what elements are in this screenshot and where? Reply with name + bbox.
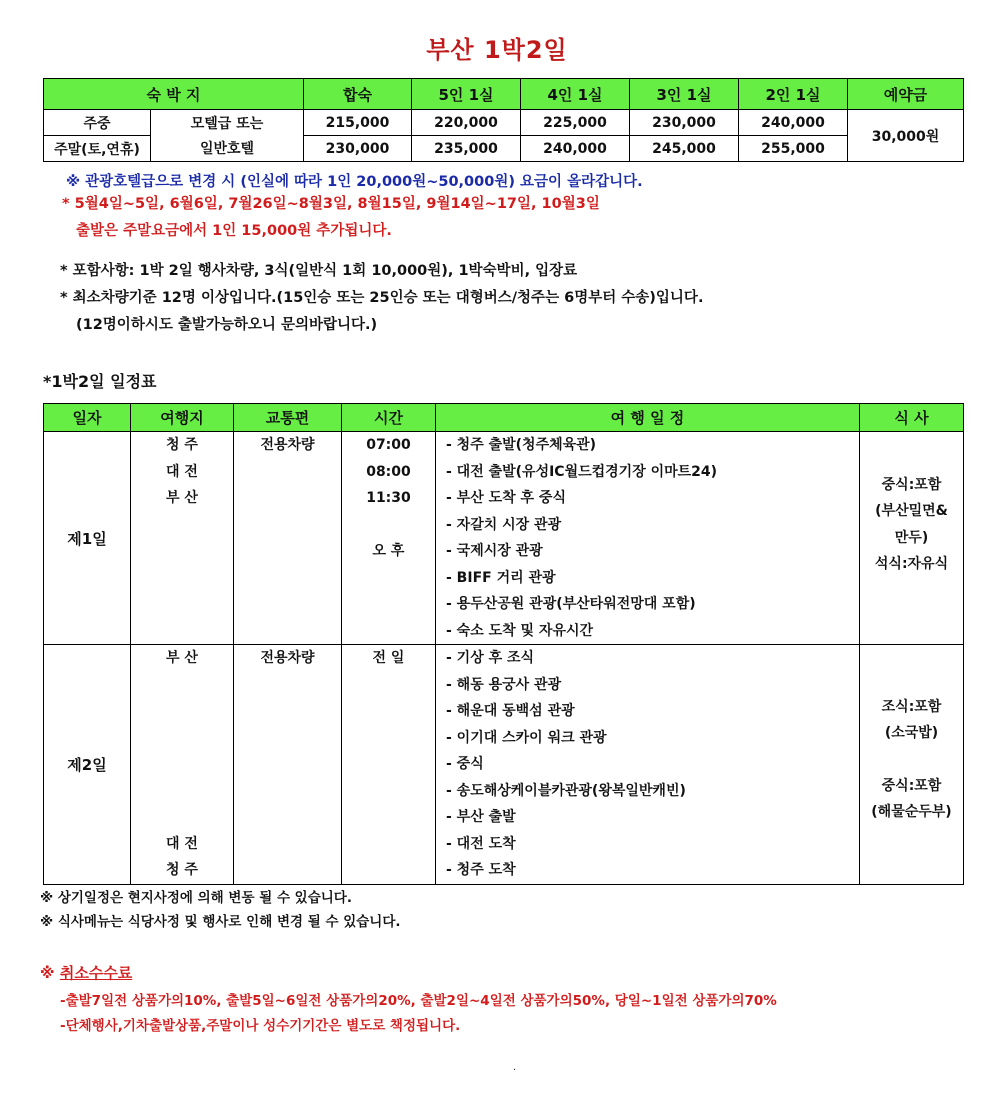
- schedule-title: *1박2일 일정표: [43, 372, 157, 391]
- itinerary-item: - 기상 후 조식: [446, 650, 535, 666]
- header-itinerary: 여 행 일 정: [436, 404, 860, 432]
- day1-places: [131, 432, 234, 645]
- day2-label: 제2일: [44, 645, 131, 885]
- itinerary-item: - 용두산공원 관광(부산타워전망대 포함): [446, 596, 696, 612]
- itinerary-item: - 대전 출발(유성IC월드컵경기장 이마트24): [446, 463, 718, 480]
- day1-label: 제1일: [44, 432, 131, 645]
- day1-times: [342, 432, 436, 645]
- meal: (해물순두부): [871, 804, 952, 820]
- header-5p: 5인 1실: [412, 79, 521, 110]
- place: 청 주: [166, 862, 198, 878]
- place: 청 주: [166, 437, 198, 453]
- meal: 만두): [894, 529, 929, 546]
- lodging-top: 모텔급 또는: [151, 110, 304, 136]
- header-group: 합숙: [304, 79, 412, 110]
- header-deposit: 예약금: [848, 79, 964, 110]
- itinerary-item: - 중식: [446, 756, 484, 772]
- price-cell: 255,000: [739, 136, 848, 162]
- time: 08:00: [366, 463, 411, 480]
- day2-items: [436, 645, 860, 885]
- meal: (소국밥): [884, 725, 939, 741]
- time: 전 일: [372, 650, 405, 666]
- price-cell: 245,000: [630, 136, 739, 162]
- footnote-change: ※ 상기일정은 현지사정에 의해 변동 될 수 있습니다.: [40, 890, 352, 906]
- note-dates-extra: 출발은 주말요금에서 1인 15,000원 추가됩니다.: [76, 223, 392, 239]
- itinerary-item: - BIFF 거리 관광: [446, 569, 556, 586]
- day1-meals: [860, 432, 964, 645]
- meal: 석식:자유식: [874, 556, 949, 572]
- itinerary-item: - 해운대 동백섬 관광: [446, 703, 575, 719]
- cancellation-title: [40, 962, 132, 983]
- note-upgrade: ※ 관광호텔급으로 변경 시 (인실에 따라 1인 20,000원~50,000원) 요금이 올라갑니다.: [66, 174, 643, 190]
- price-cell: 220,000: [412, 110, 521, 136]
- price-cell: 235,000: [412, 136, 521, 162]
- meal: (부산밀면&: [875, 503, 948, 519]
- meal: 중식:포함: [881, 476, 942, 493]
- note-minimum: * 최소차량기준 12명 이상입니다.(15인승 또는 25인승 또는 대형버스/청주는 6명부터 수송)입니다.: [60, 290, 704, 306]
- header-day: 일자: [44, 404, 131, 432]
- place: 부 산: [166, 650, 198, 666]
- place: 대 전: [166, 463, 198, 480]
- itinerary-item: - 송도해상케이블카관광(왕복일반캐빈): [446, 782, 686, 799]
- note-minimum-extra: (12명이하시도 출발가능하오니 문의바랍니다.): [76, 317, 378, 333]
- header-meal: 식 사: [860, 404, 964, 432]
- itinerary-item: - 국제시장 관광: [446, 543, 543, 559]
- place: 부 산: [166, 490, 198, 506]
- day2-meals: [860, 645, 964, 885]
- header-3p: 3인 1실: [630, 79, 739, 110]
- header-2p: 2인 1실: [739, 79, 848, 110]
- itinerary-item: - 해동 용궁사 관광: [446, 676, 562, 693]
- meal: 중식:포함: [881, 777, 942, 794]
- itinerary-item: - 청주 출발(청주체육관): [446, 437, 597, 453]
- footnote-menu: ※ 식사메뉴는 식당사정 및 행사로 인해 변경 될 수 있습니다.: [40, 914, 401, 930]
- lodging-bottom: 일반호텔: [151, 136, 304, 162]
- itinerary-item: - 부산 도착 후 중식: [446, 490, 566, 506]
- cancellation-mark: ※: [40, 964, 55, 982]
- cancellation-line-2: -단체행사,기차출발상품,주말이나 성수기기간은 별도로 책정됩니다.: [60, 1018, 461, 1034]
- time: 07:00: [366, 437, 411, 453]
- header-transport: 교통편: [234, 404, 342, 432]
- header-place: 여행지: [131, 404, 234, 432]
- price-cell: 230,000: [304, 136, 412, 162]
- meal: 조식:포함: [881, 698, 942, 715]
- deposit-value: 30,000원: [848, 110, 964, 162]
- transport: 전용차량: [260, 437, 315, 453]
- price-cell: 215,000: [304, 110, 412, 136]
- itinerary-item: - 자갈치 시장 관광: [446, 516, 562, 533]
- time: 11:30: [366, 490, 411, 506]
- itinerary-item: - 숙소 도착 및 자유시간: [446, 622, 594, 639]
- page-title: 부산 1박2일: [426, 36, 568, 64]
- day1-transport: [234, 432, 342, 645]
- transport: 전용차량: [260, 650, 315, 666]
- row-weekend-label: 주말(토,연휴): [44, 136, 151, 162]
- header-time: 시간: [342, 404, 436, 432]
- itinerary-item: - 대전 도착: [446, 835, 516, 852]
- itinerary-item: - 청주 도착: [446, 862, 516, 878]
- page-dot: .: [513, 1062, 517, 1073]
- note-dates: * 5월4일~5일, 6월6일, 7월26일~8월3일, 8월15일, 9월14일~17일, 10월3일: [62, 196, 600, 212]
- price-cell: 240,000: [739, 110, 848, 136]
- day2-transport: [234, 645, 342, 885]
- day1-items: [436, 432, 860, 645]
- day2-times: [342, 645, 436, 885]
- header-4p: 4인 1실: [521, 79, 630, 110]
- row-weekday-label: 주중: [44, 110, 151, 136]
- time: 오 후: [372, 543, 405, 559]
- place: 대 전: [166, 835, 198, 852]
- header-lodging: 숙 박 지: [44, 79, 304, 110]
- price-cell: 230,000: [630, 110, 739, 136]
- note-include: * 포함사항: 1박 2일 행사차량, 3식(일반식 1회 10,000원), 1박숙박비, 입장료: [60, 263, 578, 279]
- price-cell: 225,000: [521, 110, 630, 136]
- price-cell: 240,000: [521, 136, 630, 162]
- price-table: [43, 78, 964, 162]
- itinerary-item: - 이기대 스카이 워크 관광: [446, 729, 607, 746]
- itinerary-item: - 부산 출발: [446, 809, 516, 825]
- cancellation-line-1: -출발7일전 상품가의10%, 출발5일~6일전 상품가의20%, 출발2일~4일전 상품가의50%, 당일~1일전 상품가의70%: [60, 993, 777, 1009]
- schedule-table: [43, 403, 964, 885]
- cancellation-heading: 취소수수료: [59, 964, 133, 982]
- day2-places: [131, 645, 234, 885]
